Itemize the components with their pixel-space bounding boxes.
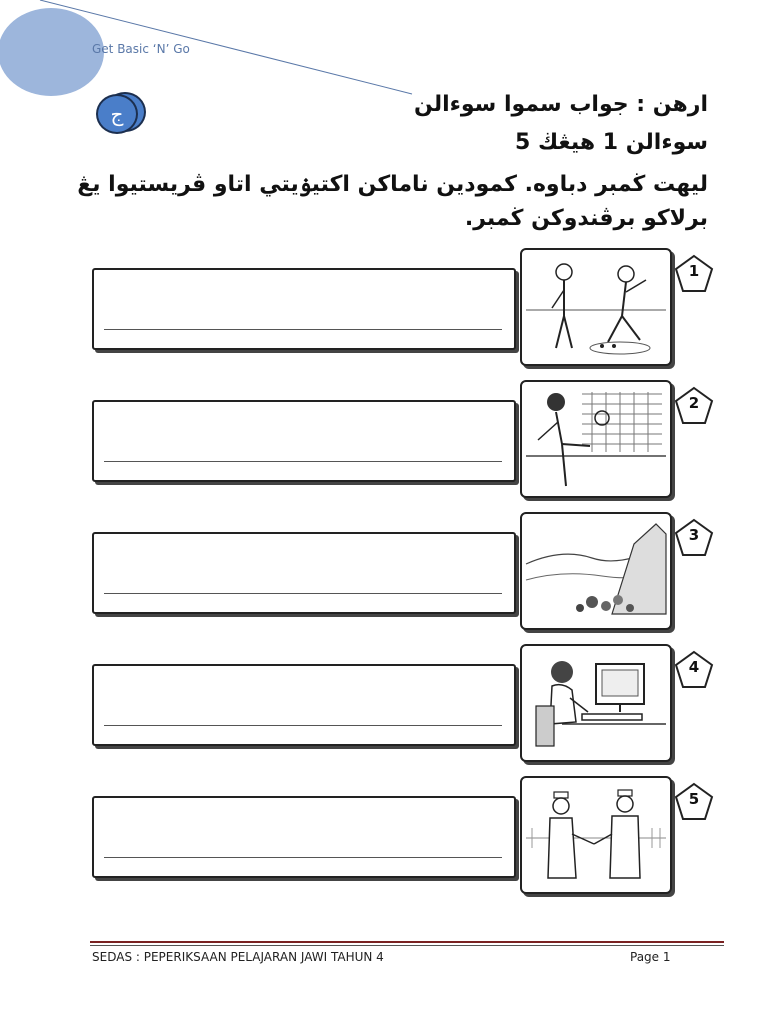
picture-frame-1 [520, 248, 672, 366]
answer-line [104, 857, 502, 858]
question-row-5 [86, 776, 726, 894]
question-number-1: 1 [688, 262, 700, 280]
answer-box-3[interactable] [92, 532, 516, 614]
question-row-3 [86, 512, 726, 630]
header-diagonal-line [0, 0, 420, 100]
question-number-3: 3 [688, 526, 700, 544]
answer-box-5[interactable] [92, 796, 516, 878]
instruction-line-3: ليهت ڬمبر دباوه. كمودين ناماكن اكتيۏيتي اتاو ڤريستيوا يڠ برلاكو برڤندوكن ڬمبر. [77, 172, 708, 231]
landslide-illustration [522, 514, 670, 628]
footer-rule-thin [90, 945, 724, 946]
answer-box-4[interactable] [92, 664, 516, 746]
header-text: Get Basic ‘N’ Go [92, 42, 190, 56]
picture-frame-4 [520, 644, 672, 762]
picture-frame-2 [520, 380, 672, 498]
footer-rule [90, 941, 724, 943]
instruction-line-1: ارهن : جواب سموا سوءالن [414, 92, 708, 117]
boy-kicking-ball-illustration [522, 382, 670, 496]
question-row-4 [86, 644, 726, 762]
answer-line [104, 593, 502, 594]
question-number-4: 4 [688, 658, 700, 676]
footer-page-number: Page 1 [630, 950, 671, 964]
answer-line [104, 461, 502, 462]
picture-frame-5 [520, 776, 672, 894]
answer-box-1[interactable] [92, 268, 516, 350]
question-number-5: 5 [688, 790, 700, 808]
answer-box-2[interactable] [92, 400, 516, 482]
picture-frame-3 [520, 512, 672, 630]
answer-line [104, 725, 502, 726]
question-number-2: 2 [688, 394, 700, 412]
section-badge-letter: ج [110, 102, 124, 126]
children-playing-illustration [522, 250, 670, 364]
question-row-1 [86, 248, 726, 366]
section-badge [96, 90, 146, 130]
answer-line [104, 329, 502, 330]
boys-shaking-hands-illustration [522, 778, 670, 892]
boy-using-computer-illustration [522, 646, 670, 760]
footer-title: SEDAS : PEPERIKSAAN PELAJARAN JAWI TAHUN 4 [92, 950, 384, 964]
question-row-2 [86, 380, 726, 498]
instruction-line-2: سوءالن 1 هيڠڬ 5 [514, 130, 708, 155]
